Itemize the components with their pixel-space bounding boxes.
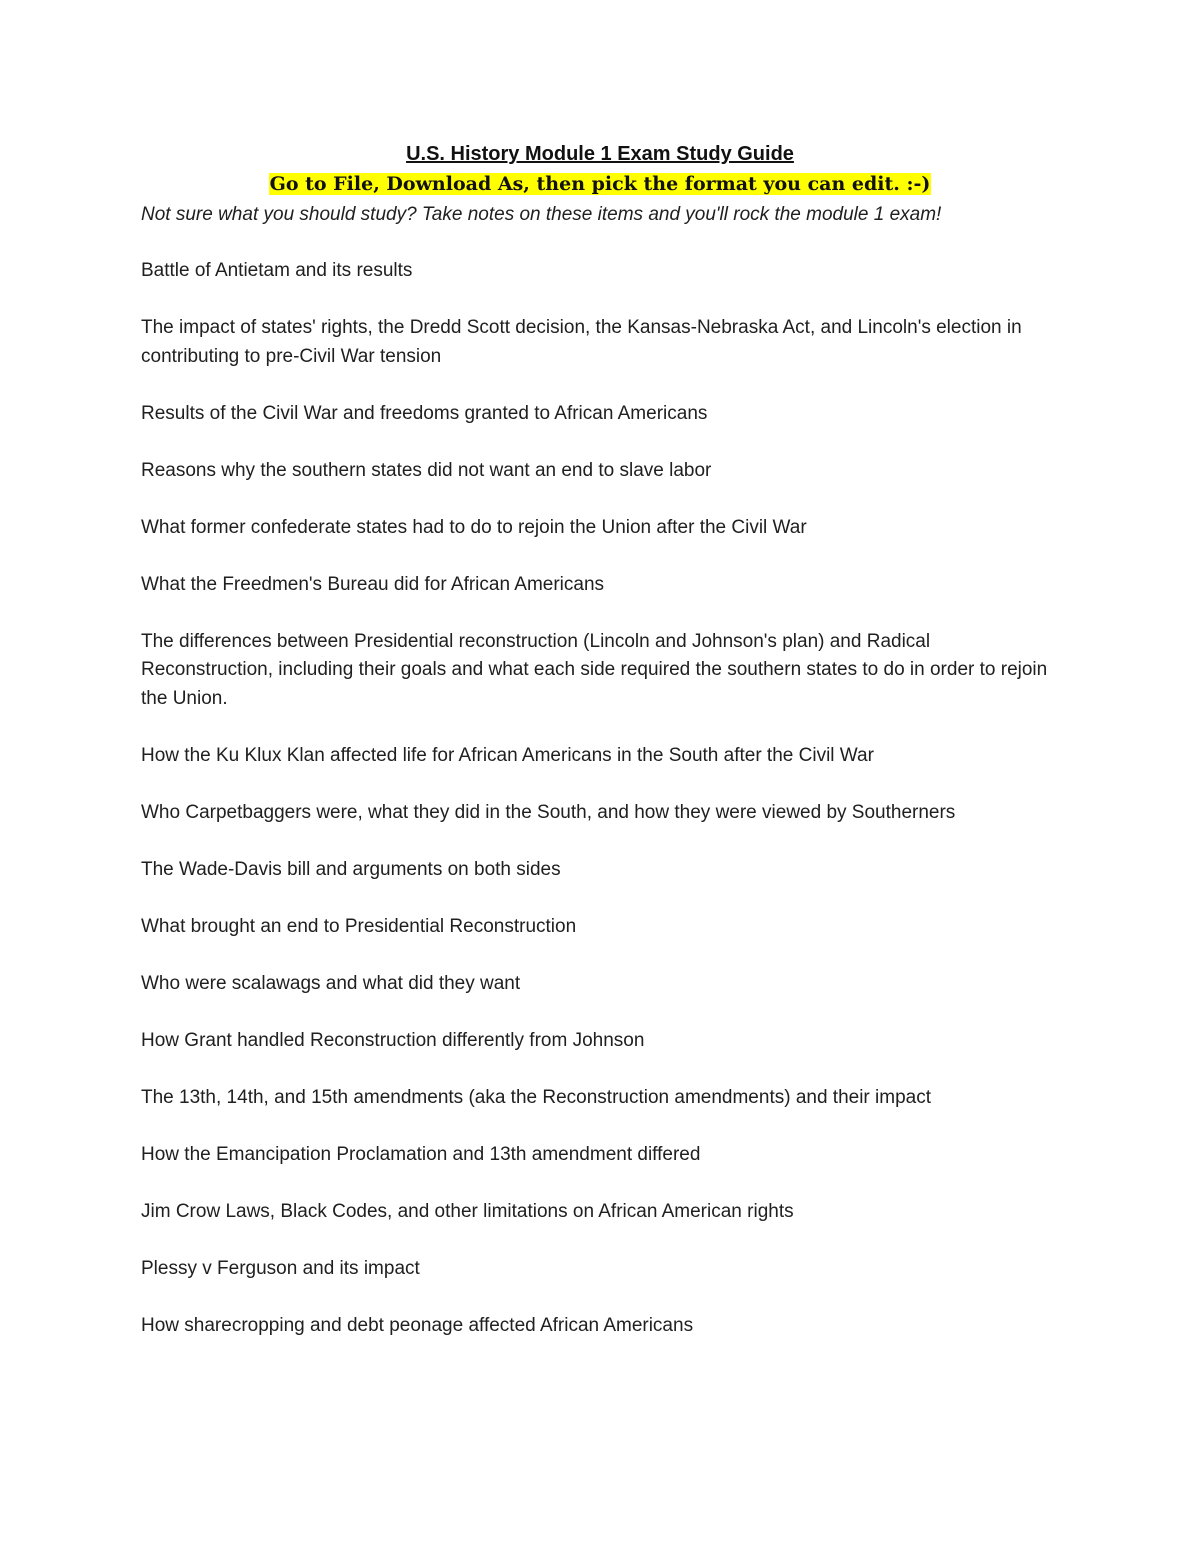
study-item: The 13th, 14th, and 15th amendments (aka the Reconstruction amendments) and their impact (141, 1086, 932, 1108)
study-item: What the Freedmen's Bureau did for African Americans (141, 573, 605, 595)
highlighted-instruction: Go to File, Download As, then pick the format you can edit. :-) (269, 173, 931, 195)
document-content (141, 142, 1059, 1369)
intro-text: Not sure what you should study? Take notes on these items and you'll rock the module 1 exam! (141, 204, 942, 225)
highlight-line (141, 169, 1059, 201)
study-item: How sharecropping and debt peonage affected African Americans (141, 1314, 694, 1336)
study-item: Who Carpetbaggers were, what they did in the South, and how they were viewed by Southerners (141, 801, 956, 823)
study-item: Reasons why the southern states did not want an end to slave labor (141, 459, 712, 481)
document-title: U.S. History Module 1 Exam Study Guide (406, 143, 794, 165)
study-item: The Wade-Davis bill and arguments on both sides (141, 858, 561, 880)
study-item: What brought an end to Presidential Reconstruction (141, 915, 577, 937)
study-item: Plessy v Ferguson and its impact (141, 1257, 420, 1279)
study-item: How Grant handled Reconstruction differently from Johnson (141, 1029, 645, 1051)
study-item: The impact of states' rights, the Dredd Scott decision, the Kansas-Nebraska Act, and Lincoln's election in contributing to pre-Civil War tension (141, 317, 1022, 367)
study-item-list (141, 257, 1059, 1340)
study-item: How the Ku Klux Klan affected life for African Americans in the South after the Civil War (141, 744, 874, 766)
study-item: Results of the Civil War and freedoms granted to African Americans (141, 402, 708, 424)
study-item: Who were scalawags and what did they want (141, 972, 521, 994)
study-item: The differences between Presidential reconstruction (Lincoln and Johnson's plan) and Radical Reconstruction, including their goals and what each side required the southern states to do in order to rejoin the Union. (141, 630, 1048, 709)
study-item: What former confederate states had to do to rejoin the Union after the Civil War (141, 516, 807, 538)
study-item: Battle of Antietam and its results (141, 260, 413, 281)
study-item: Jim Crow Laws, Black Codes, and other limitations on African American rights (141, 1200, 794, 1222)
study-item: How the Emancipation Proclamation and 13th amendment differed (141, 1143, 701, 1165)
